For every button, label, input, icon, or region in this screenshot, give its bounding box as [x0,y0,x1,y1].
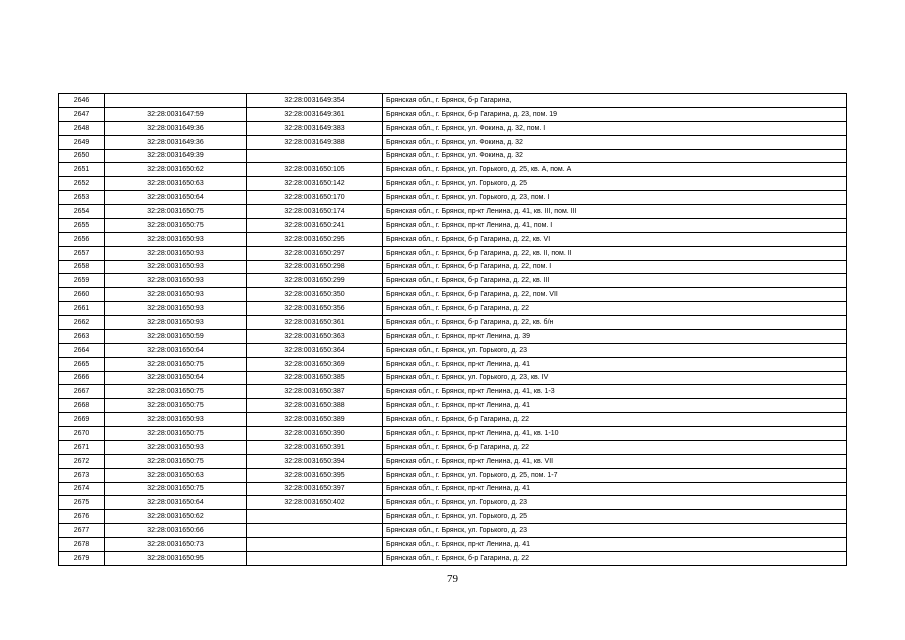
parcel-cadastral-cell: 32:28:0031650:93 [105,316,247,330]
object-cadastral-cell: 32:28:0031649:354 [247,94,383,108]
cadastral-table [58,93,847,566]
address-cell: Брянская обл., г. Брянск, пр-кт Ленина, д. 41, пом. I [383,218,847,232]
address-cell: Брянская обл., г. Брянск, ул. Фокина, д. 32 [383,135,847,149]
table-row [59,371,847,385]
address-cell: Брянская обл., г. Брянск, б-р Гагарина, [383,94,847,108]
object-cadastral-cell: 32:28:0031650:397 [247,482,383,496]
object-cadastral-cell: 32:28:0031649:361 [247,107,383,121]
parcel-cadastral-cell: 32:28:0031650:64 [105,191,247,205]
address-cell: Брянская обл., г. Брянск, б-р Гагарина, д. 22 [383,302,847,316]
object-cadastral-cell [247,510,383,524]
table-row [59,107,847,121]
address-cell: Брянская обл., г. Брянск, б-р Гагарина, д. 22, кв. б/н [383,316,847,330]
object-cadastral-cell: 32:28:0031650:142 [247,177,383,191]
row-number-cell: 2677 [59,524,105,538]
object-cadastral-cell: 32:28:0031649:383 [247,121,383,135]
address-cell: Брянская обл., г. Брянск, пр-кт Ленина, д. 41 [383,357,847,371]
row-number-cell: 2646 [59,94,105,108]
address-cell: Брянская обл., г. Брянск, пр-кт Ленина, д. 41 [383,399,847,413]
address-cell: Брянская обл., г. Брянск, б-р Гагарина, д. 22 [383,551,847,565]
table-row [59,454,847,468]
parcel-cadastral-cell: 32:28:0031650:62 [105,163,247,177]
parcel-cadastral-cell: 32:28:0031650:66 [105,524,247,538]
parcel-cadastral-cell: 32:28:0031647:59 [105,107,247,121]
table-row [59,163,847,177]
object-cadastral-cell [247,149,383,163]
object-cadastral-cell: 32:28:0031650:363 [247,329,383,343]
parcel-cadastral-cell: 32:28:0031650:75 [105,482,247,496]
parcel-cadastral-cell [105,94,247,108]
object-cadastral-cell: 32:28:0031650:241 [247,218,383,232]
row-number-cell: 2659 [59,274,105,288]
table-row [59,191,847,205]
object-cadastral-cell: 32:28:0031650:298 [247,260,383,274]
address-cell: Брянская обл., г. Брянск, б-р Гагарина, д. 23, пом. 19 [383,107,847,121]
row-number-cell: 2663 [59,329,105,343]
row-number-cell: 2676 [59,510,105,524]
address-cell: Брянская обл., г. Брянск, б-р Гагарина, д. 22 [383,440,847,454]
table-row [59,177,847,191]
table-row [59,510,847,524]
table-row [59,316,847,330]
row-number-cell: 2671 [59,440,105,454]
row-number-cell: 2672 [59,454,105,468]
object-cadastral-cell: 32:28:0031650:295 [247,232,383,246]
address-cell: Брянская обл., г. Брянск, б-р Гагарина, д. 22, пом. VII [383,288,847,302]
address-cell: Брянская обл., г. Брянск, ул. Горького, д. 23 [383,343,847,357]
object-cadastral-cell [247,524,383,538]
address-cell: Брянская обл., г. Брянск, б-р Гагарина, д. 22, кв. VI [383,232,847,246]
table-row [59,149,847,163]
table-row [59,482,847,496]
table-row [59,343,847,357]
row-number-cell: 2678 [59,538,105,552]
address-cell: Брянская обл., г. Брянск, ул. Фокина, д. 32 [383,149,847,163]
row-number-cell: 2673 [59,468,105,482]
table-row [59,205,847,219]
table-row [59,385,847,399]
object-cadastral-cell: 32:28:0031650:402 [247,496,383,510]
parcel-cadastral-cell: 32:28:0031650:59 [105,329,247,343]
table-row [59,357,847,371]
table-row [59,329,847,343]
parcel-cadastral-cell: 32:28:0031650:93 [105,232,247,246]
row-number-cell: 2661 [59,302,105,316]
row-number-cell: 2667 [59,385,105,399]
row-number-cell: 2653 [59,191,105,205]
table-row [59,413,847,427]
row-number-cell: 2670 [59,427,105,441]
parcel-cadastral-cell: 32:28:0031650:93 [105,288,247,302]
row-number-cell: 2649 [59,135,105,149]
address-cell: Брянская обл., г. Брянск, пр-кт Ленина, д. 41, кв. III, пом. III [383,205,847,219]
row-number-cell: 2675 [59,496,105,510]
parcel-cadastral-cell: 32:28:0031650:93 [105,302,247,316]
row-number-cell: 2662 [59,316,105,330]
row-number-cell: 2651 [59,163,105,177]
parcel-cadastral-cell: 32:28:0031650:64 [105,371,247,385]
row-number-cell: 2647 [59,107,105,121]
parcel-cadastral-cell: 32:28:0031650:93 [105,260,247,274]
row-number-cell: 2648 [59,121,105,135]
object-cadastral-cell: 32:28:0031650:387 [247,385,383,399]
parcel-cadastral-cell: 32:28:0031650:64 [105,496,247,510]
parcel-cadastral-cell: 32:28:0031650:93 [105,413,247,427]
table-row [59,274,847,288]
object-cadastral-cell: 32:28:0031650:369 [247,357,383,371]
parcel-cadastral-cell: 32:28:0031650:93 [105,246,247,260]
object-cadastral-cell: 32:28:0031650:361 [247,316,383,330]
parcel-cadastral-cell: 32:28:0031650:75 [105,385,247,399]
table-row [59,524,847,538]
row-number-cell: 2657 [59,246,105,260]
parcel-cadastral-cell: 32:28:0031650:75 [105,357,247,371]
address-cell: Брянская обл., г. Брянск, б-р Гагарина, д. 22 [383,413,847,427]
address-cell: Брянская обл., г. Брянск, ул. Горького, д. 23, пом. I [383,191,847,205]
page-number: 79 [447,573,458,585]
object-cadastral-cell: 32:28:0031650:174 [247,205,383,219]
parcel-cadastral-cell: 32:28:0031650:75 [105,205,247,219]
table-row [59,302,847,316]
address-cell: Брянская обл., г. Брянск, ул. Горького, д. 25 [383,177,847,191]
row-number-cell: 2674 [59,482,105,496]
address-cell: Брянская обл., г. Брянск, пр-кт Ленина, д. 41 [383,482,847,496]
object-cadastral-cell: 32:28:0031650:395 [247,468,383,482]
address-cell: Брянская обл., г. Брянск, ул. Горького, д. 23, кв. IV [383,371,847,385]
object-cadastral-cell: 32:28:0031650:105 [247,163,383,177]
address-cell: Брянская обл., г. Брянск, ул. Горького, д. 25, кв. А, пом. А [383,163,847,177]
table-row [59,496,847,510]
table-body [59,94,847,566]
parcel-cadastral-cell: 32:28:0031650:62 [105,510,247,524]
row-number-cell: 2652 [59,177,105,191]
table-row [59,538,847,552]
row-number-cell: 2655 [59,218,105,232]
parcel-cadastral-cell: 32:28:0031650:63 [105,177,247,191]
row-number-cell: 2658 [59,260,105,274]
object-cadastral-cell [247,551,383,565]
address-cell: Брянская обл., г. Брянск, ул. Горького, д. 25 [383,510,847,524]
table-row [59,121,847,135]
address-cell: Брянская обл., г. Брянск, пр-кт Ленина, д. 41, кв. 1-10 [383,427,847,441]
table-row [59,468,847,482]
parcel-cadastral-cell: 32:28:0031650:93 [105,440,247,454]
row-number-cell: 2650 [59,149,105,163]
object-cadastral-cell: 32:28:0031650:389 [247,413,383,427]
row-number-cell: 2666 [59,371,105,385]
parcel-cadastral-cell: 32:28:0031649:36 [105,135,247,149]
row-number-cell: 2654 [59,205,105,219]
object-cadastral-cell: 32:28:0031650:364 [247,343,383,357]
object-cadastral-cell: 32:28:0031650:170 [247,191,383,205]
address-cell: Брянская обл., г. Брянск, пр-кт Ленина, д. 41, кв. VII [383,454,847,468]
table-row [59,288,847,302]
object-cadastral-cell: 32:28:0031650:299 [247,274,383,288]
address-cell: Брянская обл., г. Брянск, ул. Горького, д. 23 [383,496,847,510]
object-cadastral-cell [247,538,383,552]
address-cell: Брянская обл., г. Брянск, б-р Гагарина, д. 22, пом. I [383,260,847,274]
address-cell: Брянская обл., г. Брянск, б-р Гагарина, д. 22, кв. III [383,274,847,288]
row-number-cell: 2668 [59,399,105,413]
parcel-cadastral-cell: 32:28:0031650:75 [105,427,247,441]
parcel-cadastral-cell: 32:28:0031650:95 [105,551,247,565]
row-number-cell: 2679 [59,551,105,565]
parcel-cadastral-cell: 32:28:0031650:75 [105,454,247,468]
address-cell: Брянская обл., г. Брянск, пр-кт Ленина, д. 41 [383,538,847,552]
row-number-cell: 2669 [59,413,105,427]
object-cadastral-cell: 32:28:0031649:388 [247,135,383,149]
address-cell: Брянская обл., г. Брянск, б-р Гагарина, д. 22, кв. II, пом. II [383,246,847,260]
object-cadastral-cell: 32:28:0031650:394 [247,454,383,468]
table-row [59,260,847,274]
table-row [59,427,847,441]
table-row [59,135,847,149]
parcel-cadastral-cell: 32:28:0031650:75 [105,218,247,232]
table-row [59,246,847,260]
table-row [59,232,847,246]
parcel-cadastral-cell: 32:28:0031650:93 [105,274,247,288]
object-cadastral-cell: 32:28:0031650:356 [247,302,383,316]
table-row [59,399,847,413]
parcel-cadastral-cell: 32:28:0031650:63 [105,468,247,482]
row-number-cell: 2665 [59,357,105,371]
address-cell: Брянская обл., г. Брянск, ул. Фокина, д. 32, пом. I [383,121,847,135]
object-cadastral-cell: 32:28:0031650:388 [247,399,383,413]
object-cadastral-cell: 32:28:0031650:350 [247,288,383,302]
row-number-cell: 2656 [59,232,105,246]
parcel-cadastral-cell: 32:28:0031650:64 [105,343,247,357]
table-row [59,440,847,454]
parcel-cadastral-cell: 32:28:0031650:73 [105,538,247,552]
table-row [59,94,847,108]
row-number-cell: 2660 [59,288,105,302]
object-cadastral-cell: 32:28:0031650:297 [247,246,383,260]
parcel-cadastral-cell: 32:28:0031649:36 [105,121,247,135]
table-row [59,551,847,565]
parcel-cadastral-cell: 32:28:0031649:39 [105,149,247,163]
object-cadastral-cell: 32:28:0031650:390 [247,427,383,441]
address-cell: Брянская обл., г. Брянск, пр-кт Ленина, д. 39 [383,329,847,343]
address-cell: Брянская обл., г. Брянск, ул. Горького, д. 25, пом. 1-7 [383,468,847,482]
parcel-cadastral-cell: 32:28:0031650:75 [105,399,247,413]
object-cadastral-cell: 32:28:0031650:385 [247,371,383,385]
address-cell: Брянская обл., г. Брянск, ул. Горького, д. 23 [383,524,847,538]
object-cadastral-cell: 32:28:0031650:391 [247,440,383,454]
address-cell: Брянская обл., г. Брянск, пр-кт Ленина, д. 41, кв. 1-3 [383,385,847,399]
table-row [59,218,847,232]
row-number-cell: 2664 [59,343,105,357]
